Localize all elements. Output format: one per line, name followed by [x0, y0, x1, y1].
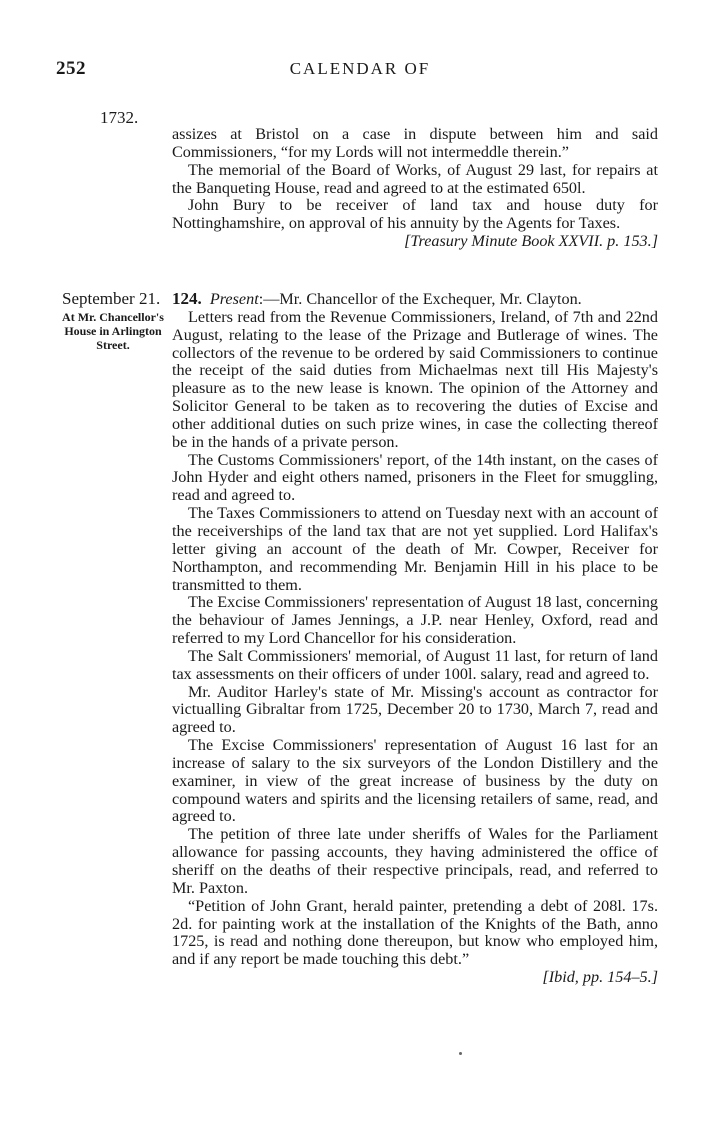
paragraph: “Petition of John Grant, herald painter, pretending a debt of 208l. 17s. 2d. for painting work at the installation of the Knights of the Bath, anno 1725, is read and nothing done thereupon, but know who employed him, and if any report be made touching this debt.”: [172, 896, 658, 969]
printer-mark: [459, 1052, 462, 1055]
entry-continuation: [172, 126, 658, 251]
citation-text: [Ibid, pp. 154–5.]: [542, 968, 658, 987]
paragraph: assizes at Bristol on a case in dispute between him and said Commissioners, “for my Lords will not intermeddle therein.”: [172, 125, 658, 161]
paragraph: Mr. Auditor Harley's state of Mr. Missing's account as contractor for victualling Gibraltar from 1725, December 20 to 1730, March 7, read and agreed to.: [172, 682, 658, 737]
entry-heading: [172, 290, 658, 309]
page-number: 252: [56, 58, 86, 79]
paragraph: The memorial of the Board of Works, of August 29 last, for repairs at the Banqueting House, read and agreed to at the estimated 650l.: [172, 160, 658, 197]
paragraph: The petition of three late under sheriffs of Wales for the Parliament allowance for passing accounts, they having administered the office of sheriff on the deaths of their respective principals, read, and referred to Mr. Paxton.: [172, 825, 658, 897]
paragraph: The Excise Commissioners' representation of August 18 last, concerning the behaviour of James Jennings, a J.P. near Henley, Oxford, read and referred to my Lord Chancellor for his consideration.: [172, 593, 659, 648]
paragraph: The Taxes Commissioners to attend on Tuesday next with an account of the receiverships of the land tax that are not yet supplied. Lord Halifax's letter giving an account of the death of Mr. Cowper, Receiver for Northampton, and recommending Mr. Benjamin Hill in his place to be transmitted to them.: [172, 504, 658, 594]
citation: [172, 969, 658, 987]
citation-text: [Treasury Minute Book XXVII. p. 153.]: [404, 232, 658, 251]
paragraph-text: John Bury to be receiver of land tax and house duty for Nottinghamshire, on approval of his annuity by the Agents for Taxes.: [172, 196, 658, 233]
paragraph: The Salt Commissioners' memorial, of August 11 last, for return of land tax assessments on their officers of under 100l. salary, read and agreed to.: [172, 646, 658, 683]
present-text: :—Mr. Chancellor of the Exchequer, Mr. Clayton.: [258, 290, 582, 308]
paragraph: The Excise Commissioners' representation of August 16 last for an increase of salary to the six surveyors of the London Distillery and the examiner, in view of the great increase of business by the duty on compound waters and spirits and the licensing retailers of same, read, and agreed to.: [172, 736, 658, 826]
margin-date: September 21.: [62, 289, 161, 308]
present-label: Present: [209, 290, 259, 308]
margin-year: 1732.: [100, 108, 139, 127]
paragraph: [172, 197, 658, 233]
citation: [172, 233, 658, 251]
margin-place: At Mr. Chancellor's House in Arlington Street.: [62, 310, 164, 352]
paragraph: Letters read from the Revenue Commissioners, Ireland, of 7th and 22nd August, relating to the lease of the Prizage and Butlerage of wines. The collectors of the revenue to be ordered by said Commissioners to continue the receipt of the said duties from Michaelmas next till His Majesty's pleasure as to the new lease is known. The opinion of the Attorney and Solicitor General to be taken as to recovering the duties of Excise and other additional duties on such prize wines, in case the collecting thereof be in the hands of a private person.: [172, 307, 658, 451]
paragraph: The Customs Commissioners' report, of the 14th instant, on the cases of John Hyder and eight others named, prisoners in the Fleet for smuggling, read and agreed to.: [172, 450, 658, 505]
entry-124: [172, 290, 658, 987]
page-header: [56, 58, 664, 82]
entry-number: 124.: [172, 289, 202, 308]
running-head: CALENDAR OF: [289, 59, 431, 78]
